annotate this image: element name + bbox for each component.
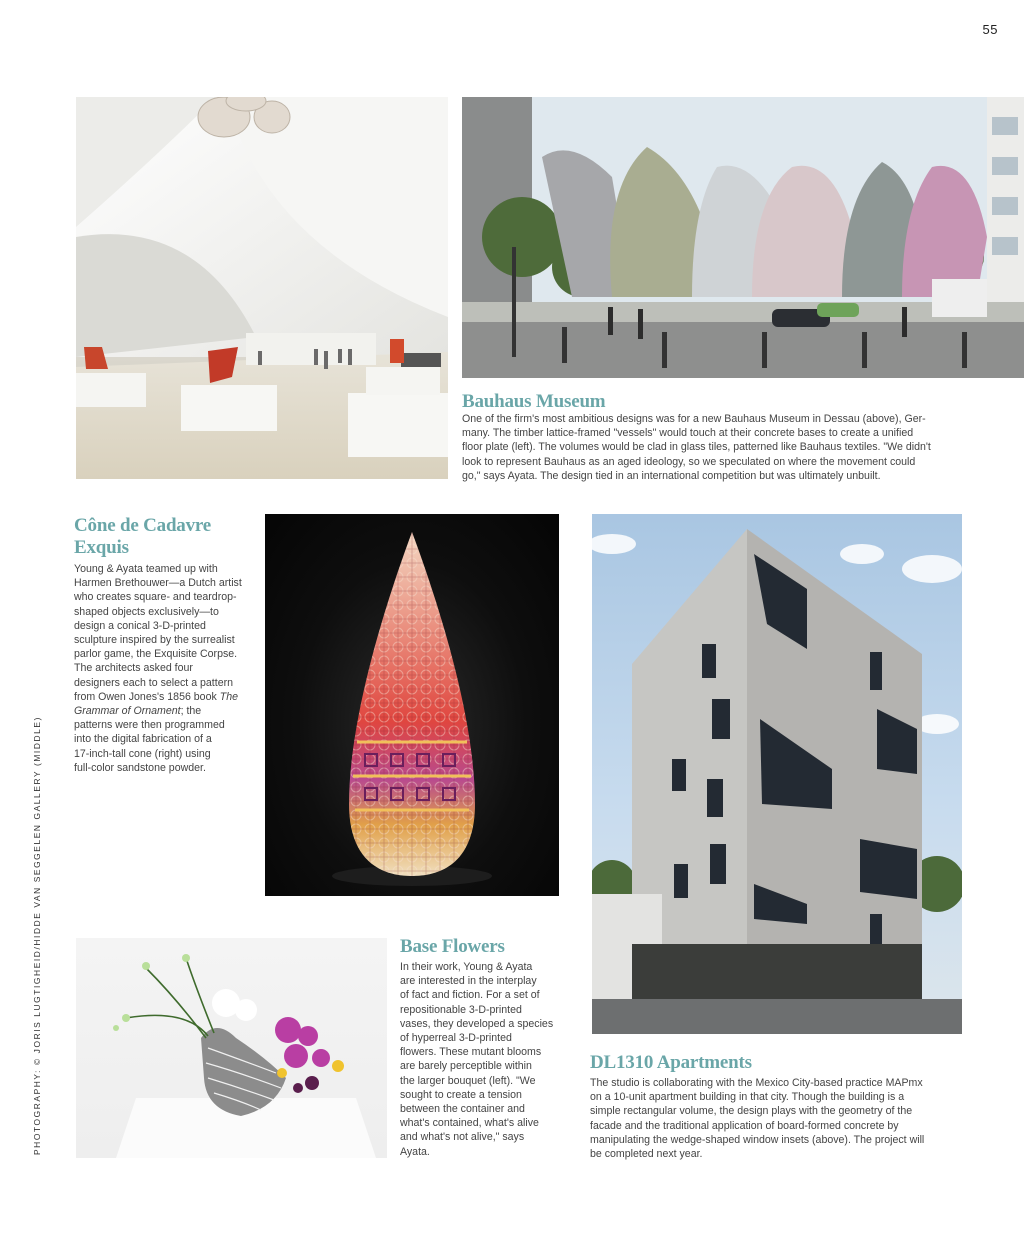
caption-line: many. The timber lattice-framed "vessels" would touch at their concrete bases to create a unified <box>462 427 914 440</box>
caption-line: into the digital fabrication of a <box>74 733 212 746</box>
caption-line: 17-inch-tall cone (right) using <box>74 747 211 760</box>
bauhaus-interior-photo <box>76 97 448 479</box>
caption-line: In their work, Young & Ayata <box>400 961 533 973</box>
bauhaus-museum-heading: Bauhaus Museum <box>462 391 606 412</box>
book-title: The <box>219 690 238 703</box>
bauhaus-museum-caption <box>462 412 972 483</box>
dl1310-apartments-heading: DL1310 Apartments <box>590 1052 752 1073</box>
caption-line: on a 10-unit apartment building in that city. Though the building is a <box>590 1091 905 1104</box>
cone-heading-line: Exquis <box>74 537 129 558</box>
caption-line: the larger bouquet (left). "We <box>400 1074 536 1087</box>
caption-line: designers each to select a pattern <box>74 676 234 689</box>
base-flowers-photo <box>76 938 387 1158</box>
caption-line: and what's not alive," says <box>400 1131 525 1144</box>
caption-line: of fact and fiction. For a set of <box>400 989 540 1002</box>
caption-line: simple rectangular volume, the design plays with the geometry of the <box>590 1105 913 1118</box>
apartment-building-illustration <box>592 514 962 1034</box>
page-number: 55 <box>982 22 998 37</box>
caption-line: manipulating the wedge-shaped window insets (above). The project will <box>590 1133 925 1146</box>
cone-heading-line: Cône de Cadavre <box>74 515 212 536</box>
book-title: Grammar of Ornament <box>74 705 181 718</box>
caption-line: full-color sandstone powder. <box>74 761 206 774</box>
cone-heading <box>74 515 211 559</box>
caption-line: be completed next year. <box>590 1148 703 1161</box>
dl1310-apartments-photo <box>592 514 962 1034</box>
caption-line: are interested in the interplay <box>400 975 537 988</box>
photo-credit: PHOTOGRAPHY: © JORIS LUGTIGHEID/HIDDE VAN SEGGELEN GALLERY (MIDDLE) <box>32 716 42 1155</box>
cone-sculpture-photo <box>265 514 559 896</box>
caption-line: flowers. These mutant blooms <box>400 1046 542 1059</box>
caption-line: look to represent Bauhaus as an aged ideology, so we speculated on where the movement could <box>462 455 916 468</box>
dl1310-apartments-caption <box>590 1076 970 1161</box>
caption-line: vases, they developed a species <box>400 1017 554 1030</box>
caption-line: facade and the traditional application of board-formed concrete by <box>590 1119 899 1132</box>
caption-line: One of the firm's most ambitious designs was for a new Bauhaus Museum in Dessau (above), Ger- <box>462 413 926 425</box>
caption-line: repositionable 3-D-printed <box>400 1003 522 1016</box>
bauhaus-museum-photo <box>462 97 1024 378</box>
caption-line: who creates square- and teardrop- <box>74 591 237 604</box>
caption-line: Harmen Brethouwer—a Dutch artist <box>74 577 242 590</box>
interior-illustration <box>76 97 448 479</box>
caption-line: what's contained, what's alive <box>400 1117 539 1130</box>
caption-line: sought to create a tension <box>400 1088 522 1101</box>
cone-caption <box>74 562 262 775</box>
caption-line: go," says Ayata. The design tied in an international competition but was ultimately unbuilt. <box>462 469 881 482</box>
museum-exterior-illustration <box>462 97 1024 378</box>
caption-line: Ayata. <box>400 1145 430 1158</box>
caption-text: from Owen Jones's 1856 book <box>74 690 220 703</box>
caption-line: The studio is collaborating with the Mexico City-based practice MAPmx <box>590 1077 923 1089</box>
base-flowers-heading: Base Flowers <box>400 936 505 957</box>
caption-line: floor plate (left). The volumes would be clad in glass tiles, patterned like Bauhaus textiles. "We didn't <box>462 441 931 454</box>
cone-sculpture-illustration <box>265 514 559 896</box>
caption-line: design a conical 3-D-printed <box>74 619 206 632</box>
base-flowers-caption <box>400 960 572 1159</box>
caption-line: are barely perceptible within <box>400 1060 532 1073</box>
caption-line: patterns were then programmed <box>74 719 225 732</box>
caption-line: shaped objects exclusively—to <box>74 605 219 618</box>
caption-line: Young & Ayata teamed up with <box>74 563 218 575</box>
caption-line: parlor game, the Exquisite Corpse. <box>74 648 238 661</box>
caption-line <box>74 690 262 704</box>
caption-line: of hyperreal 3-D-printed <box>400 1032 512 1045</box>
caption-line: sculpture inspired by the surrealist <box>74 634 235 647</box>
caption-text: ; the <box>180 705 202 718</box>
caption-line: between the container and <box>400 1103 525 1116</box>
caption-line: The architects asked four <box>74 662 193 675</box>
caption-line <box>74 704 262 718</box>
vase-flowers-illustration <box>76 938 387 1158</box>
